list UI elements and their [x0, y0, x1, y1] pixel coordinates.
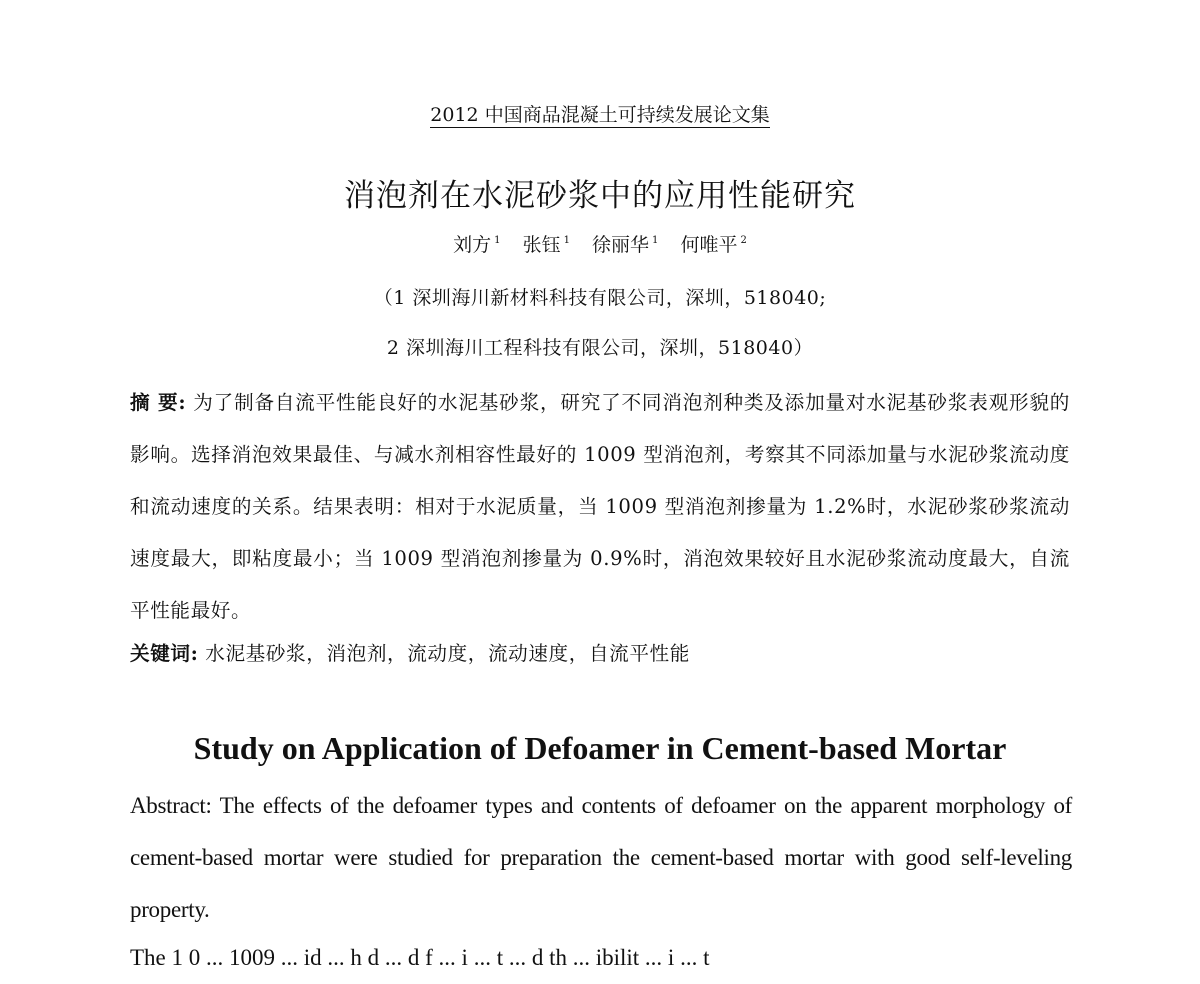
abstract-cn-label: 摘 要: — [130, 391, 187, 414]
author: 张钰 $^1$ — [522, 234, 570, 256]
proceedings-header — [0, 100, 1200, 130]
abstract-en: Abstract: The effects of the defoamer types and contents of defoamer on the apparent morphology of cement-based mortar were studied for preparation the cement-based mortar with good self-leveling property. — [130, 793, 1072, 922]
paper-title-cn: 消泡剂在水泥砂浆中的应用性能研究 — [344, 178, 856, 214]
keywords-cn — [130, 634, 1070, 674]
proceedings-title: 2012 中国商品混凝土可持续发展论文集 — [430, 104, 770, 126]
affiliation-2: 2 深圳海川工程科技有限公司，深圳，518040） — [386, 337, 814, 359]
keywords-cn-text: 水泥基砂浆，消泡剂，流动度，流动速度，自流平性能 — [205, 642, 690, 665]
keywords-cn-label: 关键词: — [130, 642, 199, 665]
author: 徐丽华 $^1$ — [592, 234, 659, 256]
author: 刘方 $^1$ — [453, 234, 501, 256]
abstract-cn-text: 为了制备自流平性能良好的水泥基砂浆，研究了不同消泡剂种类及添加量对水泥基砂浆表观形貌的影响。选择消泡效果最佳、与减水剂相容性最好的 1009 型消泡剂，考察其不同添加量与水泥砂浆流动度和流动速度的关系。结果表明：相对于水泥质量，当 1009 型消泡剂掺量为 1.2%时，水泥砂浆砂浆流动速度最大，即粘度最小；当 1009 型消泡剂掺量为 0.9%时，消泡效果较好且水泥砂浆流动度最大，自流平性能最好。 — [130, 391, 1070, 622]
abstract-cn — [130, 377, 1070, 637]
affiliation-1: （1 深圳海川新材料科技有限公司，深圳，518040; — [373, 287, 827, 309]
paper-title-en: Study on Application of Defoamer in Cement-based Mortar — [193, 730, 1007, 766]
author-affil-mark: 1 — [652, 235, 659, 246]
abstract-en-cutoff-line: The 1 0 ... 1009 ... id ... h d ... d f ... i ... t ... d th ... ibilit ... i ... t — [130, 945, 710, 970]
author: 何唯平 $^2$ — [680, 234, 747, 256]
author-affil-mark: 1 — [563, 235, 570, 246]
author-affil-mark: 2 — [740, 235, 747, 246]
author-list — [0, 230, 1200, 260]
author-affil-mark: 1 — [494, 235, 501, 246]
